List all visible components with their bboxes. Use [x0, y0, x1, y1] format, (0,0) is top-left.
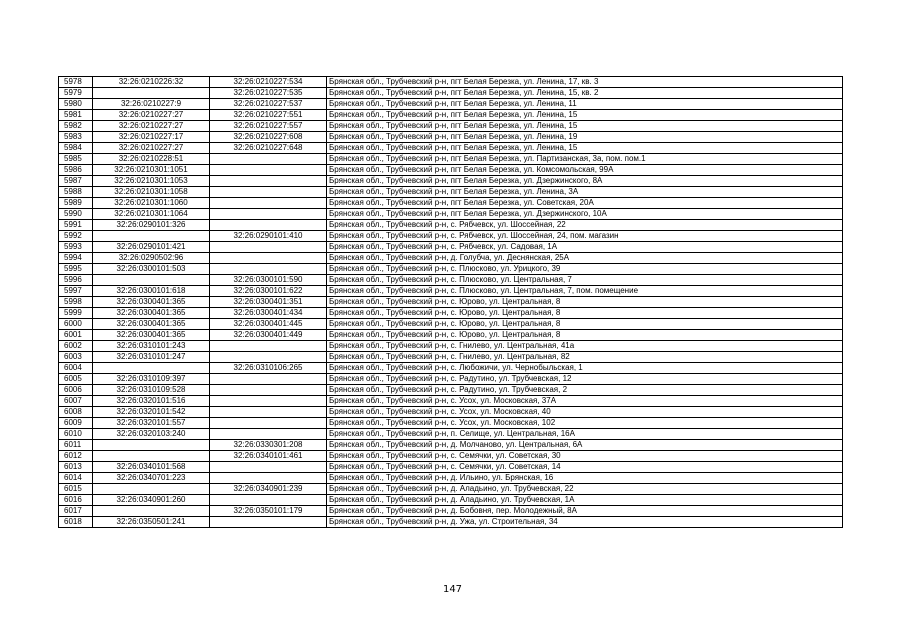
- row-number-cell: 5991: [59, 220, 93, 231]
- address-cell: Брянская обл., Трубчевский р-н, с. Гнилево, ул. Центральная, 41а: [327, 341, 843, 352]
- row-number-cell: 6017: [59, 506, 93, 517]
- row-number-cell: 6000: [59, 319, 93, 330]
- cadastral-number-cell: 32:26:0210301:1058: [93, 187, 210, 198]
- table-row: [59, 363, 843, 374]
- row-number-cell: 5997: [59, 286, 93, 297]
- address-cell: Брянская обл., Трубчевский р-н, д. Аладьино, ул. Трубчевская, 22: [327, 484, 843, 495]
- address-cell: Брянская обл., Трубчевский р-н, с. Рябчевск, ул. Садовая, 1А: [327, 242, 843, 253]
- row-number-cell: 5982: [59, 121, 93, 132]
- table-row: [59, 143, 843, 154]
- row-number-cell: 5983: [59, 132, 93, 143]
- object-cadastral-number-cell: [210, 462, 327, 473]
- cadastral-number-cell: 32:26:0320101:557: [93, 418, 210, 429]
- object-cadastral-number-cell: 32:26:0210227:537: [210, 99, 327, 110]
- row-number-cell: 6018: [59, 517, 93, 528]
- object-cadastral-number-cell: [210, 385, 327, 396]
- table-row: [59, 297, 843, 308]
- row-number-cell: 6012: [59, 451, 93, 462]
- table-row: [59, 495, 843, 506]
- row-number-cell: 6002: [59, 341, 93, 352]
- address-cell: Брянская обл., Трубчевский р-н, с. Плюсково, ул. Центральная, 7: [327, 275, 843, 286]
- cadastral-number-cell: [93, 484, 210, 495]
- row-number-cell: 5986: [59, 165, 93, 176]
- table-row: [59, 275, 843, 286]
- cadastral-number-cell: 32:26:0290101:421: [93, 242, 210, 253]
- row-number-cell: 5993: [59, 242, 93, 253]
- table-row: [59, 429, 843, 440]
- cadastral-number-cell: 32:26:0300401:365: [93, 308, 210, 319]
- object-cadastral-number-cell: [210, 473, 327, 484]
- object-cadastral-number-cell: [210, 242, 327, 253]
- address-cell: Брянская обл., Трубчевский р-н, с. Усох, ул. Московская, 40: [327, 407, 843, 418]
- table-row: [59, 407, 843, 418]
- table-row: [59, 396, 843, 407]
- address-cell: Брянская обл., Трубчевский р-н, с. Юрово, ул. Центральная, 8: [327, 297, 843, 308]
- address-cell: Брянская обл., Трубчевский р-н, с. Радутино, ул. Трубчевская, 2: [327, 385, 843, 396]
- cadastral-number-cell: 32:26:0210301:1064: [93, 209, 210, 220]
- object-cadastral-number-cell: [210, 396, 327, 407]
- table-row: [59, 374, 843, 385]
- object-cadastral-number-cell: 32:26:0300401:449: [210, 330, 327, 341]
- cadastral-number-cell: 32:26:0210227:9: [93, 99, 210, 110]
- object-cadastral-number-cell: 32:26:0300101:622: [210, 286, 327, 297]
- address-cell: Брянская обл., Трубчевский р-н, д. Бобовня, пер. Молодежный, 8А: [327, 506, 843, 517]
- object-cadastral-number-cell: [210, 418, 327, 429]
- table-row: [59, 220, 843, 231]
- cadastral-number-cell: 32:26:0310109:528: [93, 385, 210, 396]
- row-number-cell: 5985: [59, 154, 93, 165]
- address-cell: Брянская обл., Трубчевский р-н, с. Плюсково, ул. Урицкого, 39: [327, 264, 843, 275]
- address-cell: Брянская обл., Трубчевский р-н, пгт Белая Березка, ул. Комсомольская, 99А: [327, 165, 843, 176]
- object-cadastral-number-cell: 32:26:0350101:179: [210, 506, 327, 517]
- cadastral-number-cell: 32:26:0300101:618: [93, 286, 210, 297]
- row-number-cell: 6013: [59, 462, 93, 473]
- cadastral-number-cell: 32:26:0340101:568: [93, 462, 210, 473]
- address-cell: Брянская обл., Трубчевский р-н, д. Молчаново, ул. Центральная, 6А: [327, 440, 843, 451]
- cadastral-number-cell: [93, 440, 210, 451]
- address-cell: Брянская обл., Трубчевский р-н, пгт Белая Березка, ул. Ленина, 19: [327, 132, 843, 143]
- cadastral-number-cell: 32:26:0310101:243: [93, 341, 210, 352]
- row-number-cell: 5998: [59, 297, 93, 308]
- cadastral-number-cell: 32:26:0340901:260: [93, 495, 210, 506]
- cadastral-number-cell: 32:26:0210227:27: [93, 143, 210, 154]
- address-cell: Брянская обл., Трубчевский р-н, с. Юрово, ул. Центральная, 8: [327, 319, 843, 330]
- row-number-cell: 5987: [59, 176, 93, 187]
- cadastral-number-cell: 32:26:0210227:17: [93, 132, 210, 143]
- cadastral-number-cell: 32:26:0210227:27: [93, 121, 210, 132]
- table-row: [59, 154, 843, 165]
- row-number-cell: 5999: [59, 308, 93, 319]
- cadastral-number-cell: [93, 88, 210, 99]
- address-cell: Брянская обл., Трубчевский р-н, пгт Белая Березка, ул. Ленина, 15, кв. 2: [327, 88, 843, 99]
- cadastral-number-cell: 32:26:0320101:516: [93, 396, 210, 407]
- object-cadastral-number-cell: [210, 429, 327, 440]
- cadastral-number-cell: [93, 451, 210, 462]
- cadastral-number-cell: 32:26:0290502:96: [93, 253, 210, 264]
- object-cadastral-number-cell: [210, 165, 327, 176]
- row-number-cell: 6008: [59, 407, 93, 418]
- table-row: [59, 176, 843, 187]
- row-number-cell: 5996: [59, 275, 93, 286]
- table-row: [59, 418, 843, 429]
- row-number-cell: 6005: [59, 374, 93, 385]
- table-row: [59, 242, 843, 253]
- row-number-cell: 5981: [59, 110, 93, 121]
- table-row: [59, 264, 843, 275]
- address-cell: Брянская обл., Трубчевский р-н, д. Голубча, ул. Деснянская, 25А: [327, 253, 843, 264]
- cadastral-number-cell: 32:26:0300401:365: [93, 330, 210, 341]
- table-row: [59, 352, 843, 363]
- registry-table: [58, 76, 843, 528]
- address-cell: Брянская обл., Трубчевский р-н, с. Семячки, ул. Советская, 30: [327, 451, 843, 462]
- table-row: [59, 77, 843, 88]
- object-cadastral-number-cell: [210, 253, 327, 264]
- table-row: [59, 517, 843, 528]
- row-number-cell: 6016: [59, 495, 93, 506]
- cadastral-number-cell: 32:26:0300101:503: [93, 264, 210, 275]
- object-cadastral-number-cell: 32:26:0300401:434: [210, 308, 327, 319]
- cadastral-number-cell: 32:26:0210228:51: [93, 154, 210, 165]
- table-row: [59, 462, 843, 473]
- cadastral-number-cell: 32:26:0290101:326: [93, 220, 210, 231]
- cadastral-number-cell: 32:26:0310109:397: [93, 374, 210, 385]
- table-row: [59, 385, 843, 396]
- address-cell: Брянская обл., Трубчевский р-н, с. Плюсково, ул. Центральная, 7, пом. помещение: [327, 286, 843, 297]
- table-row: [59, 88, 843, 99]
- object-cadastral-number-cell: [210, 209, 327, 220]
- cadastral-number-cell: 32:26:0300401:365: [93, 319, 210, 330]
- address-cell: Брянская обл., Трубчевский р-н, с. Любожичи, ул. Чернобыльская, 1: [327, 363, 843, 374]
- cadastral-number-cell: [93, 363, 210, 374]
- row-number-cell: 6015: [59, 484, 93, 495]
- table-row: [59, 231, 843, 242]
- table-row: [59, 209, 843, 220]
- object-cadastral-number-cell: 32:26:0330301:208: [210, 440, 327, 451]
- cadastral-number-cell: [93, 275, 210, 286]
- address-cell: Брянская обл., Трубчевский р-н, д. Аладьино, ул. Трубчевская, 1А: [327, 495, 843, 506]
- object-cadastral-number-cell: 32:26:0300101:590: [210, 275, 327, 286]
- address-cell: Брянская обл., Трубчевский р-н, пгт Белая Березка, ул. Ленина, 15: [327, 110, 843, 121]
- cadastral-number-cell: 32:26:0210301:1060: [93, 198, 210, 209]
- object-cadastral-number-cell: 32:26:0300401:445: [210, 319, 327, 330]
- object-cadastral-number-cell: 32:26:0310106:265: [210, 363, 327, 374]
- object-cadastral-number-cell: 32:26:0300401:351: [210, 297, 327, 308]
- cadastral-number-cell: 32:26:0210227:27: [93, 110, 210, 121]
- cadastral-number-cell: 32:26:0320101:542: [93, 407, 210, 418]
- row-number-cell: 5984: [59, 143, 93, 154]
- address-cell: Брянская обл., Трубчевский р-н, пгт Белая Березка, ул. Дзержинского, 8А: [327, 176, 843, 187]
- address-cell: Брянская обл., Трубчевский р-н, с. Семячки, ул. Советская, 14: [327, 462, 843, 473]
- address-cell: Брянская обл., Трубчевский р-н, с. Рябчевск, ул. Шоссейная, 24, пом. магазин: [327, 231, 843, 242]
- address-cell: Брянская обл., Трубчевский р-н, п. Селище, ул. Центральная, 16А: [327, 429, 843, 440]
- object-cadastral-number-cell: 32:26:0340901:239: [210, 484, 327, 495]
- address-cell: Брянская обл., Трубчевский р-н, с. Юрово, ул. Центральная, 8: [327, 308, 843, 319]
- object-cadastral-number-cell: [210, 352, 327, 363]
- cadastral-number-cell: 32:26:0210301:1053: [93, 176, 210, 187]
- row-number-cell: 5995: [59, 264, 93, 275]
- table-row: [59, 132, 843, 143]
- address-cell: Брянская обл., Трубчевский р-н, д. Ужа, ул. Строительная, 34: [327, 517, 843, 528]
- object-cadastral-number-cell: [210, 176, 327, 187]
- table-row: [59, 165, 843, 176]
- address-cell: Брянская обл., Трубчевский р-н, пгт Белая Березка, ул. Ленина, 3А: [327, 187, 843, 198]
- object-cadastral-number-cell: 32:26:0210227:608: [210, 132, 327, 143]
- row-number-cell: 5990: [59, 209, 93, 220]
- row-number-cell: 6001: [59, 330, 93, 341]
- cadastral-number-cell: 32:26:0320103:240: [93, 429, 210, 440]
- row-number-cell: 6011: [59, 440, 93, 451]
- cadastral-number-cell: 32:26:0350501:241: [93, 517, 210, 528]
- table-row: [59, 121, 843, 132]
- row-number-cell: 5978: [59, 77, 93, 88]
- address-cell: Брянская обл., Трубчевский р-н, с. Юрово, ул. Центральная, 8: [327, 330, 843, 341]
- address-cell: Брянская обл., Трубчевский р-н, пгт Белая Березка, ул. Ленина, 15: [327, 143, 843, 154]
- row-number-cell: 6004: [59, 363, 93, 374]
- object-cadastral-number-cell: [210, 264, 327, 275]
- object-cadastral-number-cell: [210, 220, 327, 231]
- cadastral-number-cell: 32:26:0310101:247: [93, 352, 210, 363]
- table-row: [59, 506, 843, 517]
- table-row: [59, 198, 843, 209]
- registry-table-body: [59, 77, 843, 528]
- object-cadastral-number-cell: [210, 341, 327, 352]
- address-cell: Брянская обл., Трубчевский р-н, пгт Белая Березка, ул. Ленина, 11: [327, 99, 843, 110]
- object-cadastral-number-cell: 32:26:0210227:534: [210, 77, 327, 88]
- object-cadastral-number-cell: 32:26:0340101:461: [210, 451, 327, 462]
- table-row: [59, 484, 843, 495]
- object-cadastral-number-cell: 32:26:0210227:551: [210, 110, 327, 121]
- object-cadastral-number-cell: 32:26:0210227:557: [210, 121, 327, 132]
- object-cadastral-number-cell: [210, 407, 327, 418]
- address-cell: Брянская обл., Трубчевский р-н, с. Рябчевск, ул. Шоссейная, 22: [327, 220, 843, 231]
- row-number-cell: 5980: [59, 99, 93, 110]
- address-cell: Брянская обл., Трубчевский р-н, с. Усох, ул. Московская, 37А: [327, 396, 843, 407]
- address-cell: Брянская обл., Трубчевский р-н, пгт Белая Березка, ул. Ленина, 15: [327, 121, 843, 132]
- table-row: [59, 253, 843, 264]
- object-cadastral-number-cell: 32:26:0210227:535: [210, 88, 327, 99]
- cadastral-number-cell: 32:26:0210301:1051: [93, 165, 210, 176]
- address-cell: Брянская обл., Трубчевский р-н, пгт Белая Березка, ул. Советская, 20А: [327, 198, 843, 209]
- table-row: [59, 451, 843, 462]
- table-row: [59, 330, 843, 341]
- row-number-cell: 6006: [59, 385, 93, 396]
- cadastral-number-cell: [93, 231, 210, 242]
- row-number-cell: 6010: [59, 429, 93, 440]
- row-number-cell: 5992: [59, 231, 93, 242]
- table-row: [59, 286, 843, 297]
- row-number-cell: 5989: [59, 198, 93, 209]
- row-number-cell: 6007: [59, 396, 93, 407]
- table-row: [59, 187, 843, 198]
- cadastral-number-cell: 32:26:0210226:32: [93, 77, 210, 88]
- table-row: [59, 319, 843, 330]
- cadastral-number-cell: 32:26:0340701:223: [93, 473, 210, 484]
- object-cadastral-number-cell: [210, 495, 327, 506]
- address-cell: Брянская обл., Трубчевский р-н, с. Гнилево, ул. Центральная, 82: [327, 352, 843, 363]
- object-cadastral-number-cell: [210, 198, 327, 209]
- row-number-cell: 6014: [59, 473, 93, 484]
- address-cell: Брянская обл., Трубчевский р-н, пгт Белая Березка, ул. Дзержинского, 10А: [327, 209, 843, 220]
- object-cadastral-number-cell: 32:26:0210227:648: [210, 143, 327, 154]
- table-row: [59, 341, 843, 352]
- address-cell: Брянская обл., Трубчевский р-н, с. Радутино, ул. Трубчевская, 12: [327, 374, 843, 385]
- row-number-cell: 6003: [59, 352, 93, 363]
- table-row: [59, 473, 843, 484]
- address-cell: Брянская обл., Трубчевский р-н, д. Ильино, ул. Брянская, 16: [327, 473, 843, 484]
- address-cell: Брянская обл., Трубчевский р-н, пгт Белая Березка, ул. Партизанская, 3а, пом. пом.1: [327, 154, 843, 165]
- object-cadastral-number-cell: [210, 374, 327, 385]
- table-row: [59, 110, 843, 121]
- address-cell: Брянская обл., Трубчевский р-н, с. Усох, ул. Московская, 102: [327, 418, 843, 429]
- cadastral-number-cell: 32:26:0300401:365: [93, 297, 210, 308]
- row-number-cell: 5988: [59, 187, 93, 198]
- row-number-cell: 5994: [59, 253, 93, 264]
- table-row: [59, 308, 843, 319]
- object-cadastral-number-cell: 32:26:0290101:410: [210, 231, 327, 242]
- address-cell: Брянская обл., Трубчевский р-н, пгт Белая Березка, ул. Ленина, 17, кв. 3: [327, 77, 843, 88]
- page-number: 147: [442, 584, 463, 595]
- object-cadastral-number-cell: [210, 187, 327, 198]
- cadastral-number-cell: [93, 506, 210, 517]
- row-number-cell: 5979: [59, 88, 93, 99]
- table-row: [59, 440, 843, 451]
- object-cadastral-number-cell: [210, 517, 327, 528]
- table-row: [59, 99, 843, 110]
- object-cadastral-number-cell: [210, 154, 327, 165]
- row-number-cell: 6009: [59, 418, 93, 429]
